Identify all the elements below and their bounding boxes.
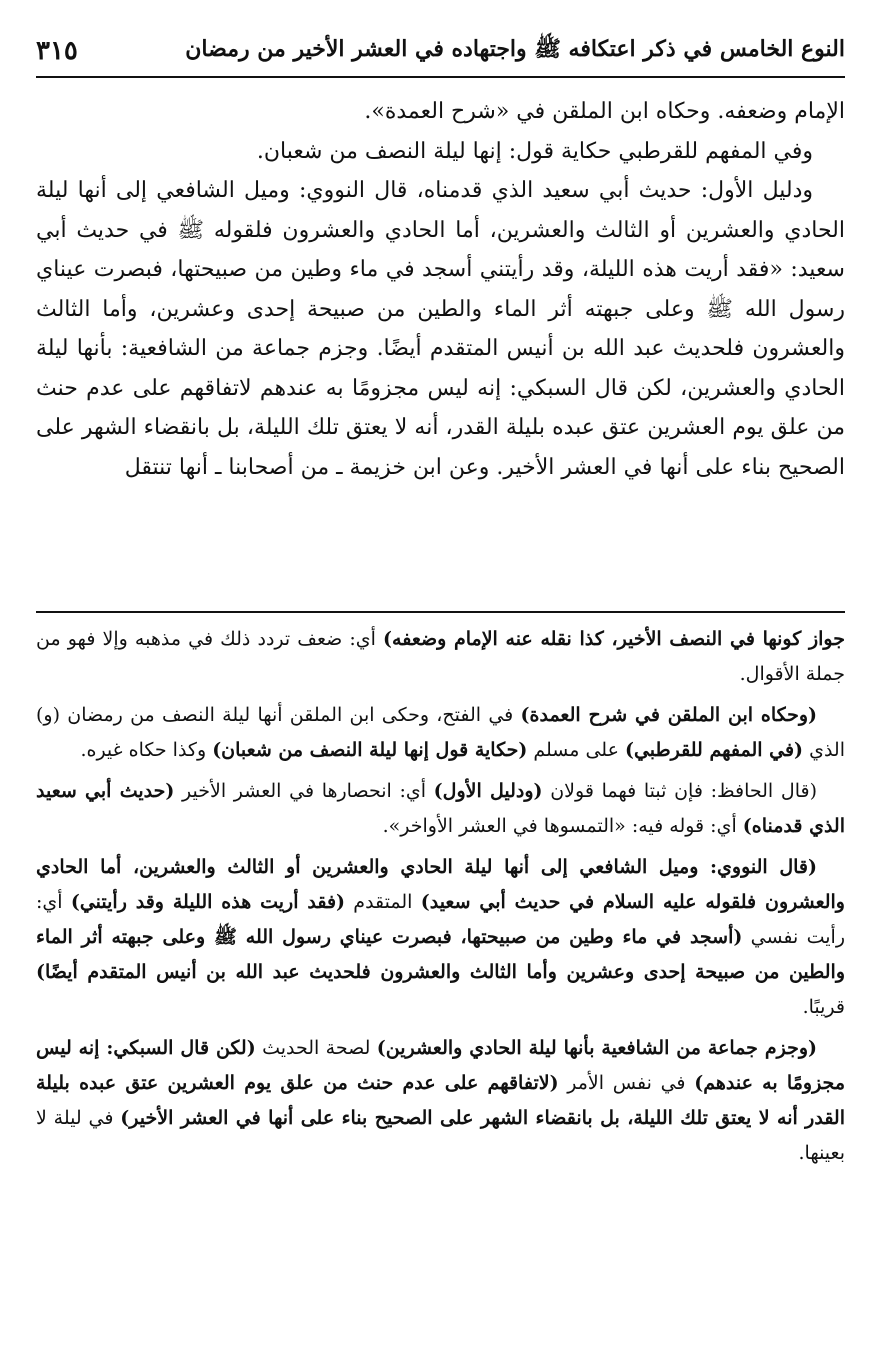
commentary-text: أي: قوله فيه: «التمسوها في العشر الأواخر».: [382, 815, 743, 837]
quoted-text: (قال النووي: وميل الشافعي إلى أنها ليلة الحادي والعشرين أو الثالث والعشرين، أما الحادي والعشرون فلقوله عليه السلام في حديث أبي سعيد): [36, 856, 845, 913]
footnote-divider: [36, 611, 845, 613]
quoted-text: (ودليل الأول): [433, 780, 543, 802]
commentary-text: (قال الحافظ: فإن ثبتا فهما قولان: [542, 780, 817, 802]
main-paragraph: ودليل الأول: حديث أبي سعيد الذي قدمناه، قال النووي: وميل الشافعي إلى أنها ليلة الحادي والعشرين أو الثالث والعشرين، أما الحادي والعشرون فلقوله ﷺ في حديث أبي سعيد: «فقد أريت هذه الليلة، وقد رأيتني أسجد في ماء وطين من صبيحتها، فبصرت عيناي رسول الله ﷺ وعلى جبهته أثر الماء والطين من صبيحة إحدى وعشرين، وأما الثالث والعشرون فلحديث عبد الله بن أنيس المتقدم أيضًا. وجزم جماعة من الشافعية: بأنها ليلة الحادي والعشرين، لكن قال السبكي: إنه ليس مجزومًا به عندهم لاتفاقهم على عدم حنث من علق يوم العشرين عتق عبده بليلة القدر، أنه لا يعتق تلك الليلة، بل بانقضاء الشهر على الصحيح بناء على أنها في العشر الأخير. وعن ابن خزيمة ـ من أصحابنا ـ أنها تنتقل: [36, 178, 845, 480]
quoted-text: (فقد أريت هذه الليلة وقد رأيتني): [70, 891, 346, 913]
commentary-text: في ليلة لا بعينها.: [36, 1107, 845, 1164]
page-number: ٣١٥: [36, 36, 78, 66]
commentary-section: [36, 622, 845, 1177]
quoted-text: (لكن قال السبكي: إنه ليس مجزومًا به عندهم): [36, 1037, 845, 1094]
commentary-text: على مسلم: [527, 739, 625, 761]
quoted-text: (في المفهم للقرطبي): [624, 739, 804, 761]
commentary-text: في نفس الأمر: [558, 1072, 695, 1094]
commentary-text: لصحة الحديث: [255, 1037, 377, 1059]
commentary-text: أي: انحصارها في العشر الأخير: [174, 780, 434, 802]
commentary-paragraph: [36, 1031, 845, 1171]
commentary-text: وكذا حكاه غيره.: [80, 739, 213, 761]
quoted-text: (وحكاه ابن الملقن في شرح العمدة): [520, 704, 818, 726]
main-paragraph: الإمام وضعفه. وحكاه ابن الملقن في «شرح العمدة».: [364, 99, 845, 124]
quoted-text: جواز كونها في النصف الأخير، كذا نقله عنه الإمام وضعفه): [383, 628, 845, 650]
commentary-text: أي: ضعف تردد ذلك في مذهبه وإلا فهو من جملة الأقوال.: [36, 628, 845, 685]
commentary-paragraph: [36, 850, 845, 1025]
commentary-text: أي: رأيت نفسي: [36, 891, 845, 948]
commentary-text: قريبًا.: [802, 996, 845, 1018]
quoted-text: (وجزم جماعة من الشافعية بأنها ليلة الحادي والعشرين): [376, 1037, 817, 1059]
running-header: [36, 26, 845, 78]
commentary-paragraph: [36, 774, 845, 844]
commentary-text: في الفتح، وحكى ابن الملقن أنها ليلة النصف من رمضان (و) الذي: [36, 704, 845, 761]
commentary-paragraph: [36, 698, 845, 768]
chapter-title: النوع الخامس في ذكر اعتكافه ﷺ واجتهاده في العشر الأخير من رمضان: [185, 36, 845, 62]
commentary-paragraph: [36, 622, 845, 692]
quoted-text: (أسجد في ماء وطين من صبيحتها، فبصرت عيناي رسول الله ﷺ وعلى جبهته أثر الماء والطين من صبيحة إحدى وعشرين وأما الثالث والعشرون فلحديث عبد الله بن أنيس المتقدم أيضًا): [36, 926, 845, 983]
quoted-text: (حكاية قول إنها ليلة النصف من شعبان): [212, 739, 528, 761]
main-text: [36, 92, 845, 487]
quoted-text: (حديث أبي سعيد الذي قدمناه): [36, 780, 845, 837]
quoted-text: (لاتفاقهم على عدم حنث من علق يوم العشرين عتق عبده بليلة القدر أنه لا يعتق تلك الليلة، بل بانقضاء الشهر على الصحيح بناء على أنها في العشر الأخير): [36, 1072, 846, 1129]
main-paragraph: وفي المفهم للقرطبي حكاية قول: إنها ليلة النصف من شعبان.: [256, 138, 813, 164]
commentary-text: المتقدم: [345, 891, 421, 913]
